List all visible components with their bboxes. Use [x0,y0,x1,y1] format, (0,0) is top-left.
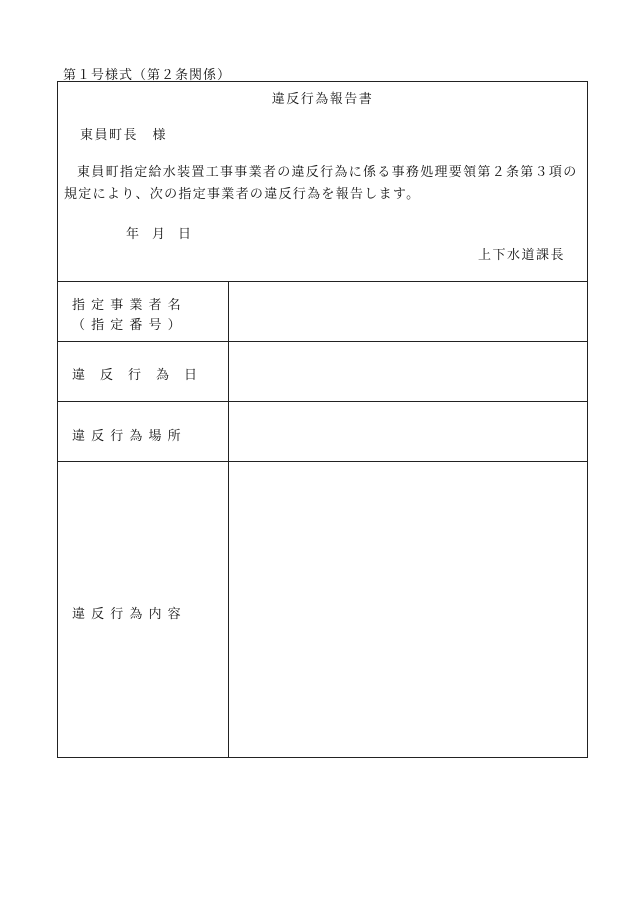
violation-location-field[interactable] [229,402,587,461]
report-body-text: 東員町指定給水装置工事事業者の違反行為に係る事務処理要領第２条第３項の規定により、次の指定事業者の違反行為を報告します。 [64,165,578,202]
date-line: 年 月 日 [126,227,192,242]
row-label-violation-date: 違 反 行 為 日 [72,368,199,383]
row-label-designation-number: （ 指 定 番 号 ） [72,318,182,333]
issuer: 上下水道課長 [477,248,565,263]
violation-date-field[interactable] [229,342,587,401]
row-label-violation-details: 違 反 行 為 内 容 [72,607,182,622]
form-title: 違反行為報告書 [271,92,374,107]
violation-details-field[interactable] [229,462,587,757]
operator-name-field[interactable] [229,282,587,341]
addressee: 東員町長 様 [80,128,168,143]
report-form [57,81,588,758]
row-label-operator-name: 指 定 事 業 者 名 [72,298,182,313]
form-number: 第１号様式（第２条関係） [63,68,232,83]
row-label-violation-location: 違 反 行 為 場 所 [72,429,182,444]
